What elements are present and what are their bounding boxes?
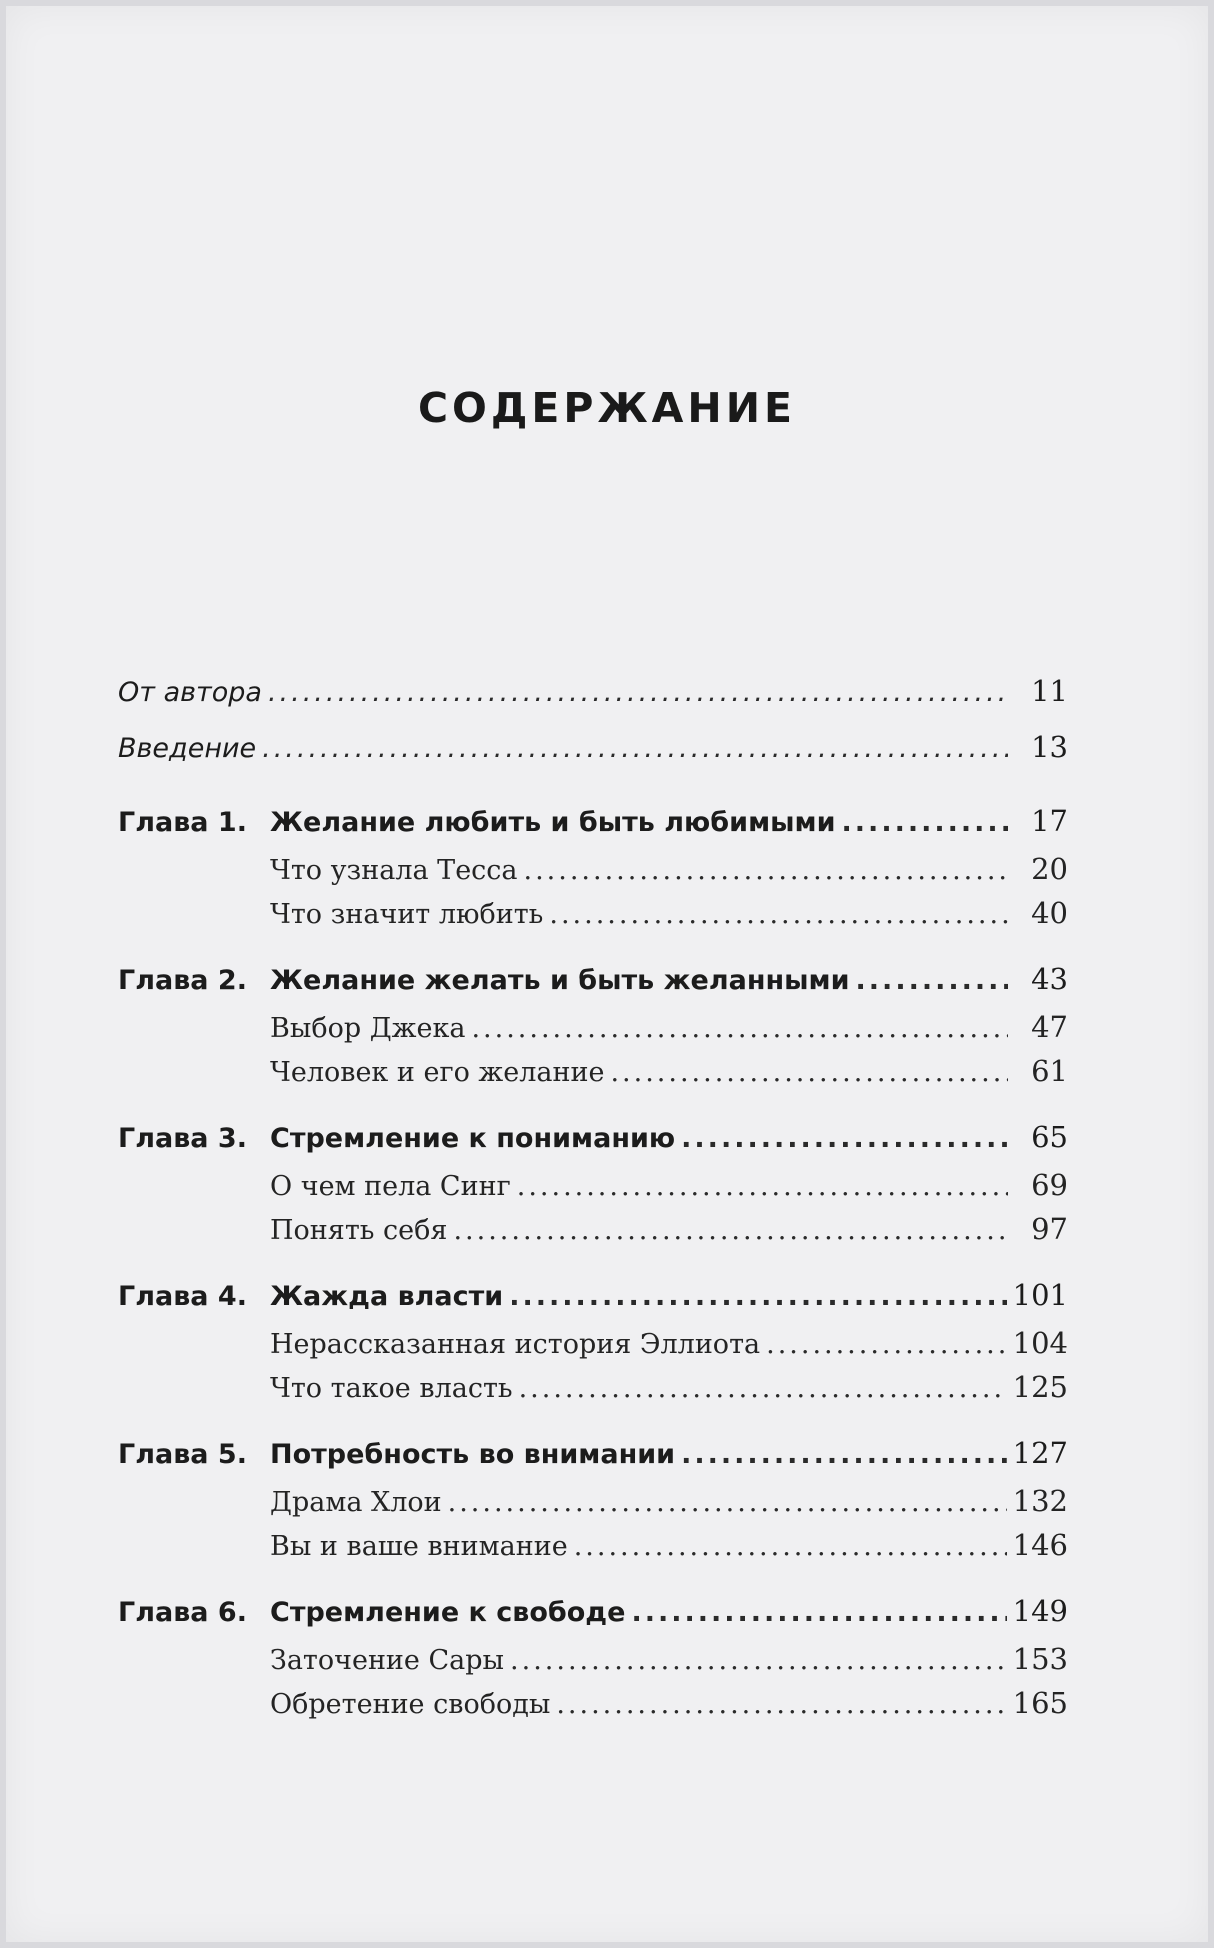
book-page	[6, 6, 1208, 1942]
chapter-group	[118, 804, 1068, 940]
toc-entry-section	[118, 852, 1068, 896]
toc-page-number: 153	[1012, 1642, 1068, 1676]
dot-leader	[268, 677, 1008, 708]
dot-leader	[681, 1439, 1007, 1470]
dot-leader	[681, 1123, 1008, 1154]
chapter-title: Стремление к пониманию	[270, 1123, 676, 1154]
section-title: Понять себя	[270, 1215, 448, 1246]
dot-leader	[574, 1531, 1007, 1562]
toc-page-number: 61	[1031, 1054, 1068, 1088]
toc-entry-chapter	[118, 1436, 1068, 1484]
dot-leader	[519, 1373, 1007, 1404]
dot-leader	[509, 1281, 1006, 1312]
toc-page-number: 13	[1031, 730, 1068, 764]
chapter-label: Глава 5.	[118, 1439, 247, 1470]
dot-leader	[453, 1215, 1008, 1246]
dot-leader	[262, 733, 1008, 764]
toc-page-number: 43	[1031, 962, 1068, 996]
toc-page-number: 40	[1031, 896, 1068, 930]
chapter-group	[118, 962, 1068, 1098]
toc-entry-section	[118, 1326, 1068, 1370]
toc-entry-text: Введение	[118, 733, 257, 764]
toc-page-number: 65	[1031, 1120, 1068, 1154]
dot-leader	[856, 965, 1008, 996]
toc-page-number: 149	[1012, 1594, 1068, 1628]
page-title: СОДЕРЖАНИЕ	[417, 384, 797, 432]
toc-page-number: 69	[1031, 1168, 1068, 1202]
section-title: Обретение свободы	[270, 1689, 551, 1720]
section-title: Нерассказанная история Эллиота	[270, 1329, 761, 1360]
dot-leader	[556, 1689, 1006, 1720]
toc-entry-section	[118, 1484, 1068, 1528]
toc-entry-section	[118, 1212, 1068, 1256]
section-title: Драма Хлои	[270, 1487, 442, 1518]
chapter-title: Жажда власти	[270, 1281, 504, 1312]
chapter-label: Глава 6.	[118, 1597, 247, 1628]
toc-entry-section	[118, 1054, 1068, 1098]
toc-entry-chapter	[118, 1594, 1068, 1642]
toc-page-number: 101	[1012, 1278, 1068, 1312]
toc-page-number: 11	[1031, 674, 1068, 708]
toc-page-number: 132	[1012, 1484, 1068, 1518]
dot-leader	[471, 1013, 1008, 1044]
toc-entry-section	[118, 1686, 1068, 1730]
chapter-title: Желание любить и быть любимыми	[270, 807, 836, 838]
chapter-label: Глава 4.	[118, 1281, 247, 1312]
toc-entry-section	[118, 1010, 1068, 1054]
toc-entry-chapter	[118, 1278, 1068, 1326]
chapter-title: Желание желать и быть желанными	[270, 965, 850, 996]
toc-page-number: 165	[1012, 1686, 1068, 1720]
chapter-label: Глава 1.	[118, 807, 247, 838]
toc-entry-chapter	[118, 962, 1068, 1010]
chapter-title: Потребность во внимании	[270, 1439, 676, 1470]
section-title: Что узнала Тесса	[270, 855, 518, 886]
toc-page-number: 17	[1031, 804, 1068, 838]
chapter-label: Глава 2.	[118, 965, 247, 996]
table-of-contents	[118, 674, 1068, 1752]
toc-page-number: 104	[1012, 1326, 1068, 1360]
section-title: О чем пела Синг	[270, 1171, 511, 1202]
toc-entry-section	[118, 1528, 1068, 1572]
toc-page-number: 20	[1031, 852, 1068, 886]
dot-leader	[549, 899, 1008, 930]
toc-page-number: 47	[1031, 1010, 1068, 1044]
toc-entry-chapter	[118, 1120, 1068, 1168]
section-title: Выбор Джека	[270, 1013, 466, 1044]
toc-entry-section	[118, 1168, 1068, 1212]
toc-entry-section	[118, 1642, 1068, 1686]
dot-leader	[766, 1329, 1007, 1360]
toc-entry-section	[118, 1370, 1068, 1414]
section-title: Вы и ваше внимание	[270, 1531, 568, 1562]
dot-leader	[610, 1057, 1008, 1088]
chapter-group	[118, 1278, 1068, 1414]
dot-leader	[517, 1171, 1008, 1202]
section-title: Человек и его желание	[270, 1057, 605, 1088]
section-title: Что такое власть	[270, 1373, 513, 1404]
dot-leader	[631, 1597, 1006, 1628]
dot-leader	[510, 1645, 1007, 1676]
toc-page-number: 146	[1012, 1528, 1068, 1562]
toc-page-number: 125	[1012, 1370, 1068, 1404]
section-title: Заточение Сары	[270, 1645, 505, 1676]
chapter-group	[118, 1594, 1068, 1730]
dot-leader	[448, 1487, 1007, 1518]
toc-entry-section	[118, 896, 1068, 940]
chapter-label: Глава 3.	[118, 1123, 247, 1154]
section-title: Что значит любить	[270, 899, 544, 930]
chapter-group	[118, 1120, 1068, 1256]
toc-entry-text: От автора	[118, 677, 262, 708]
toc-entry-front-matter	[118, 730, 1068, 786]
dot-leader	[842, 807, 1008, 838]
toc-page-number: 127	[1012, 1436, 1068, 1470]
toc-entry-chapter	[118, 804, 1068, 852]
chapter-group	[118, 1436, 1068, 1572]
chapter-title: Стремление к свободе	[270, 1597, 626, 1628]
dot-leader	[524, 855, 1008, 886]
toc-page-number: 97	[1031, 1212, 1068, 1246]
toc-entry-front-matter	[118, 674, 1068, 730]
